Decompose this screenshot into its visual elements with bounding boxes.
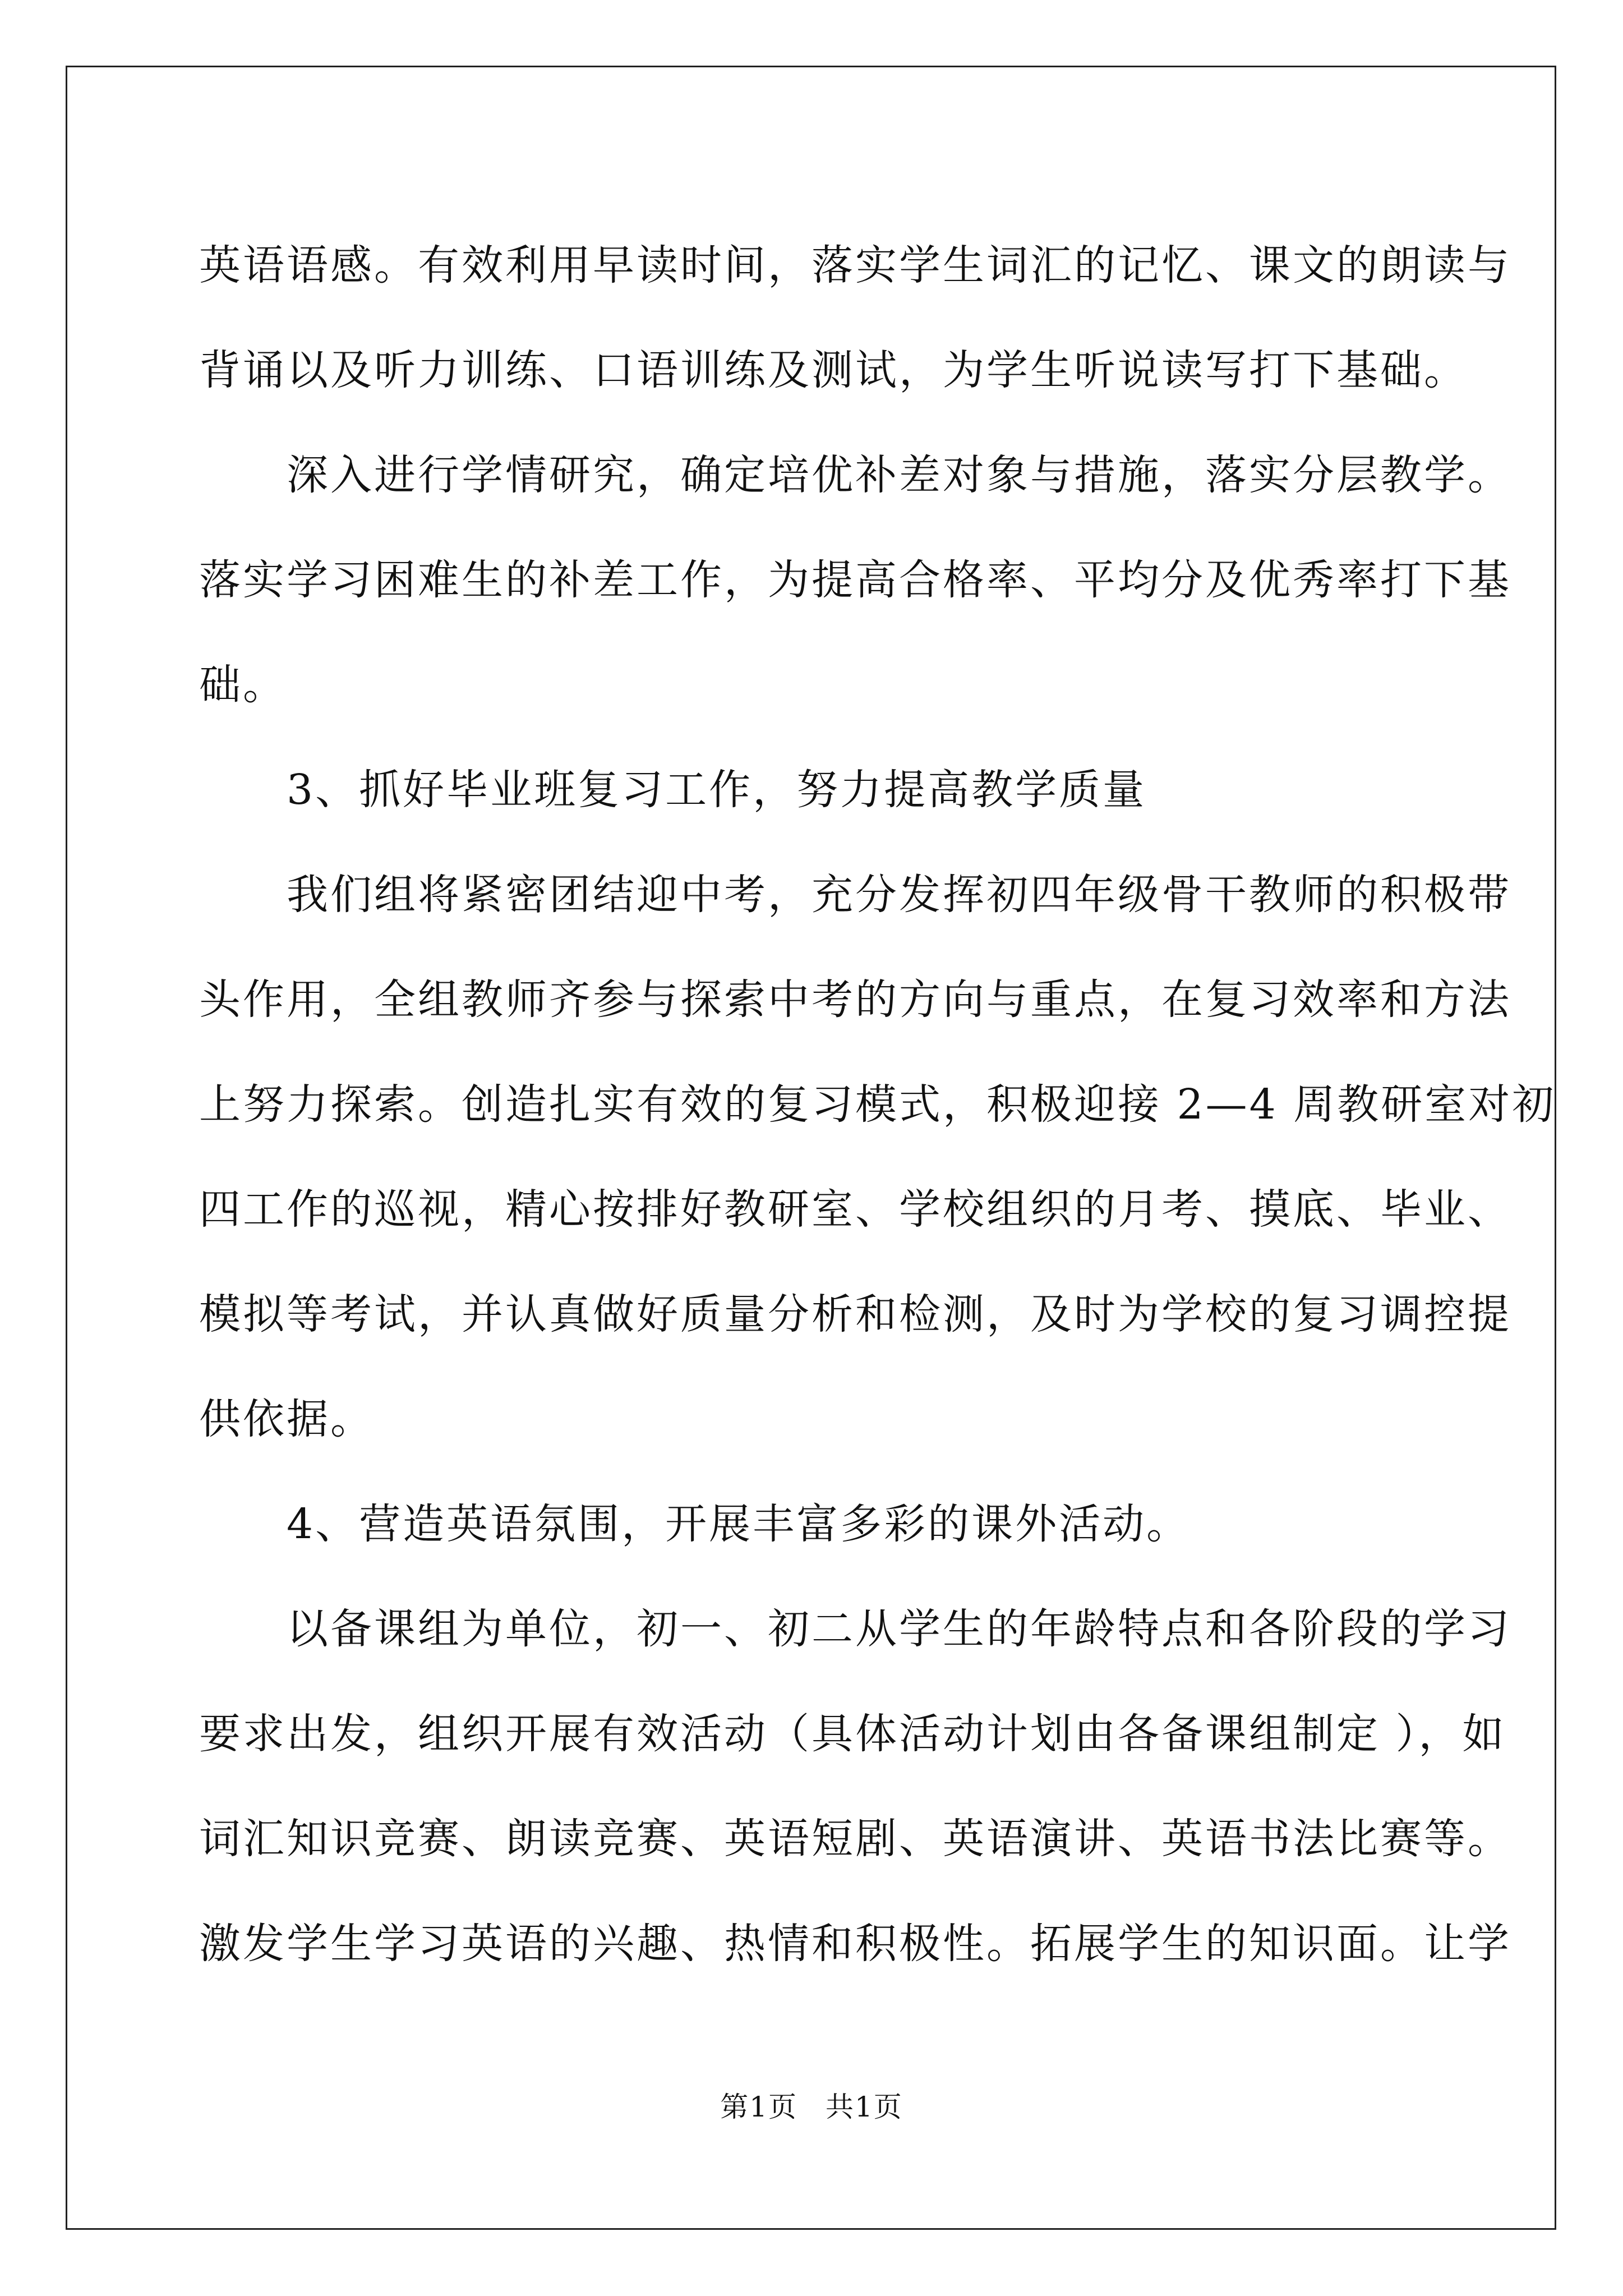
text-line: 英语语感。有效利用早读时间，落实学生词汇的记忆、课文的朗读与 — [199, 241, 1511, 289]
text-line: 供依据。 — [199, 1395, 374, 1443]
text-line: 深入进行学情研究，确定培优补差对象与措施，落实分层教学。 — [199, 451, 1511, 499]
text-line: 头作用，全组教师齐参与探索中考的方向与重点，在复习效率和方法 — [199, 976, 1511, 1024]
text-line: 词汇知识竞赛、朗读竞赛、英语短剧、英语演讲、英语书法比赛等。 — [199, 1815, 1511, 1863]
text-line: 我们组将紧密团结迎中考，充分发挥初四年级骨干教师的积极带 — [199, 871, 1511, 919]
text-line: 上努力探索。创造扎实有效的复习模式，积极迎接 2—4 周教研室对初 — [199, 1080, 1556, 1129]
text-line: 落实学习困难生的补差工作，为提高合格率、平均分及优秀率打下基 — [199, 556, 1511, 604]
page-total: 共1页 — [826, 2091, 903, 2123]
section-heading: 4、营造英语氛围，开展丰富多彩的课外活动。 — [199, 1500, 1191, 1548]
text-line: 四工作的巡视，精心按排好教研室、学校组织的月考、摸底、毕业、 — [199, 1185, 1511, 1234]
text-line: 础。 — [199, 661, 287, 709]
section-heading: 3、抓好毕业班复习工作，努力提高教学质量 — [199, 766, 1147, 814]
page-footer — [0, 2090, 1623, 2124]
page-number: 第1页 — [720, 2091, 797, 2123]
text-line: 模拟等考试，并认真做好质量分析和检测，及时为学校的复习调控提 — [199, 1290, 1511, 1338]
text-line: 以备课组为单位，初一、初二从学生的年龄特点和各阶段的学习 — [199, 1605, 1511, 1653]
text-line: 激发学生学习英语的兴趣、热情和积极性。拓展学生的知识面。让学 — [199, 1920, 1511, 1968]
text-line: 要求出发，组织开展有效活动（具体活动计划由各备课组制定 ），如 — [199, 1710, 1506, 1758]
document-body — [199, 213, 1556, 1996]
text-line: 背诵以及听力训练、口语训练及测试，为学生听说读写打下基础。 — [199, 346, 1468, 394]
